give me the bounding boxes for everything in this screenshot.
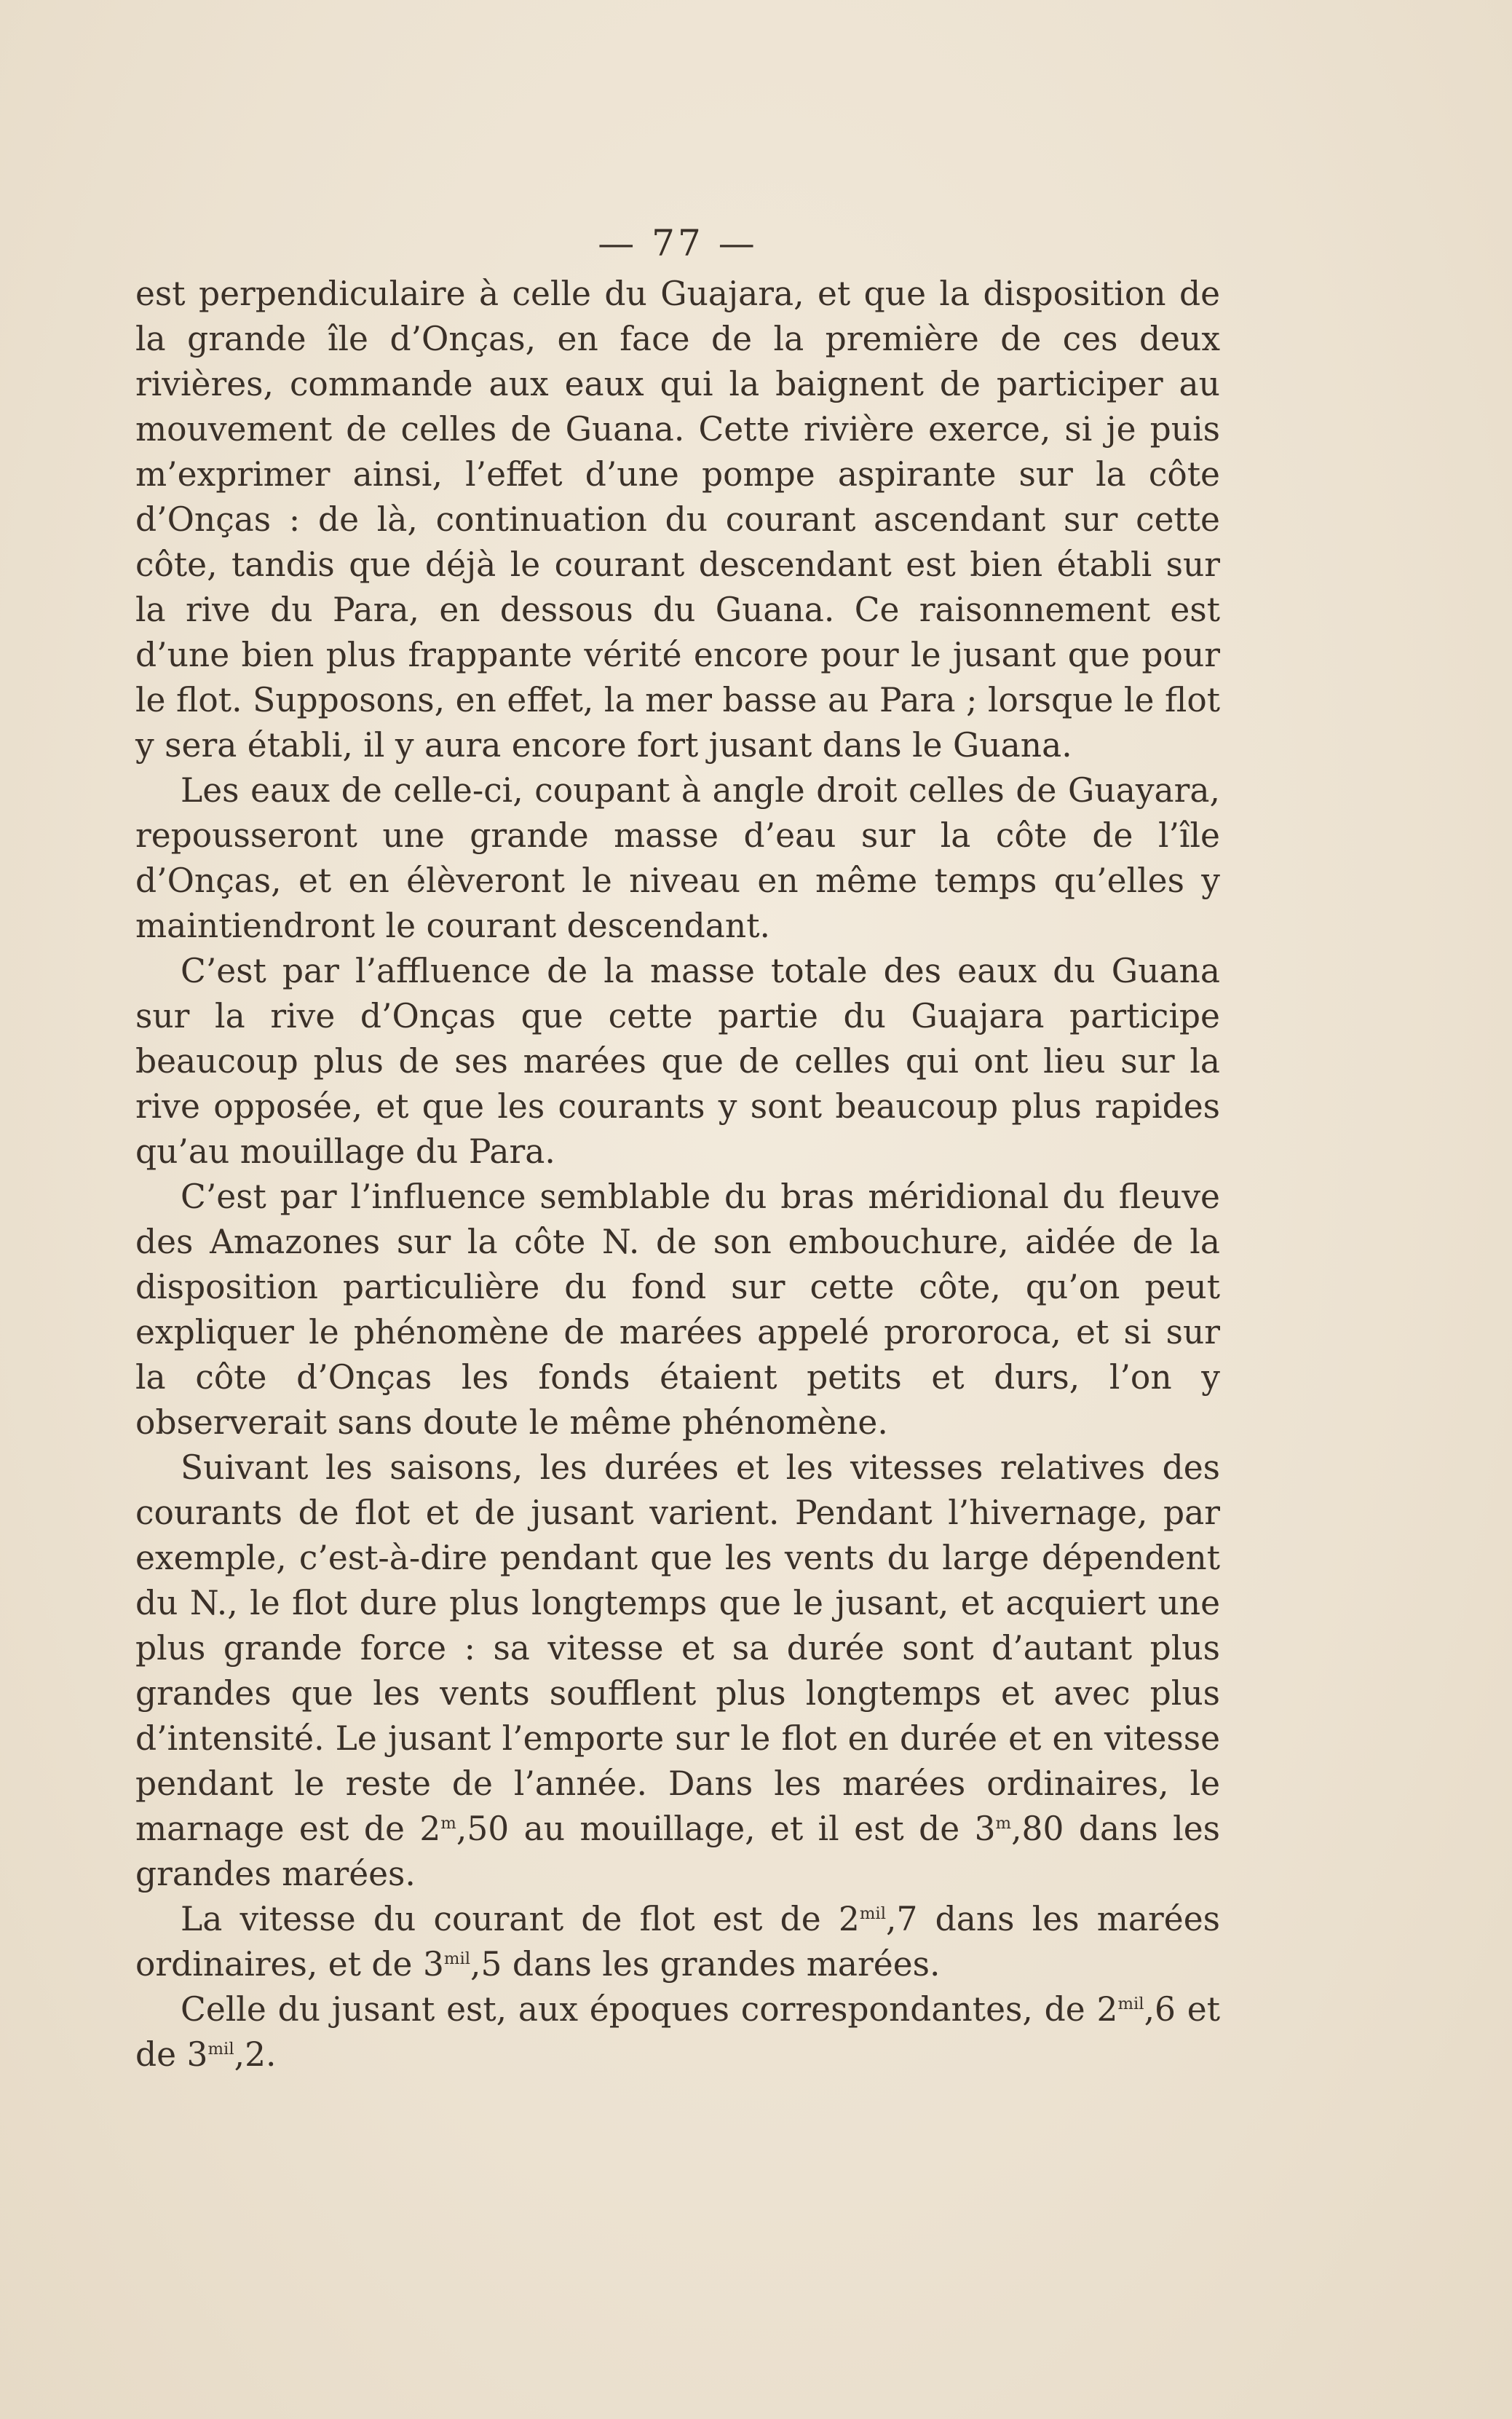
unit-superscript: mil bbox=[443, 1949, 471, 1968]
unit-superscript: m bbox=[440, 1813, 456, 1833]
unit-superscript: mil bbox=[207, 2039, 234, 2059]
unit-superscript: m bbox=[995, 1813, 1012, 1833]
paragraph: Suivant les saisons, les durées et les vitesses relatives des courants de flot et de jusant varient. Pendant l’hivernage, par exemple, c’est-à-dire pendant que les vents du large dépendent du N., le flot dure plus longtemps que le jusant, et acquiert une plus grande force : sa vitesse et sa durée sont d’autant plus grandes que les vents soufflent plus longtemps et avec plus d’intensité. Le jusant l’emporte sur le flot en durée et en vitesse pendant le reste de l’année. Dans les marées ordinaires, le marnage est de 2$^m$,50 au mouillage, et il est de 3$^m$,80 dans les grandes marées. bbox=[135, 1448, 1220, 1893]
book-page bbox=[135, 222, 1220, 2077]
paragraph: Les eaux de celle-ci, coupant à angle droit celles de Guayara, repousseront une grande masse d’eau sur la côte de l’île d’Onças, et en élèveront le niveau en même temps qu’elles y maintiendront le courant descendant. bbox=[135, 771, 1220, 945]
unit-superscript: mil bbox=[859, 1903, 886, 1923]
paragraph: C’est par l’influence semblable du bras méridional du fleuve des Amazones sur la côte N. de son embouchure, aidée de la disposition particulière du fond sur cette côte, qu’on peut expliquer le phénomène de marées appelé prororoca, et si sur la côte d’Onças les fonds étaient petits et durs, l’on y observerait sans doute le même phénomène. bbox=[135, 1177, 1220, 1442]
paragraph: La vitesse du courant de flot est de $2^{mil},7$ dans les marées ordinaires, et de $3^{mil},5$ dans les grandes marées. bbox=[135, 1900, 1220, 1984]
unit-superscript: mil bbox=[1117, 1994, 1144, 2013]
paragraph: C’est par l’affluence de la masse totale des eaux du Guana sur la rive d’Onças que cette partie du Guajara participe beaucoup plus de ses marées que de celles qui ont lieu sur la rive opposée, et que les courants y sont beaucoup plus rapides qu’au mouillage du Para. bbox=[135, 952, 1220, 1171]
paragraph: est perpendiculaire à celle du Guajara, et que la disposition de la grande île d’Onças, en face de la première de ces deux rivières, commande aux eaux qui la baignent de participer au mouvement de celles de Guana. Cette rivière exerce, si je puis m’exprimer ainsi, l’effet d’une pompe aspirante sur la côte d’Onças : de là, continuation du courant ascendant sur cette côte, tandis que déjà le courant descendant est bien établi sur la rive du Para, en dessous du Guana. Ce raisonnement est d’une bien plus frappante vérité encore pour le jusant que pour le flot. Supposons, en effet, la mer basse au Para ; lorsque le flot y sera établi, il y aura encore fort jusant dans le Guana. bbox=[135, 275, 1220, 765]
paragraph: Celle du jusant est, aux époques correspondantes, de $2^{mil},6$ et de $3^{mil},2$. bbox=[135, 1990, 1220, 2074]
page-number: — 77 — bbox=[598, 222, 758, 264]
body-text bbox=[135, 272, 1220, 2077]
